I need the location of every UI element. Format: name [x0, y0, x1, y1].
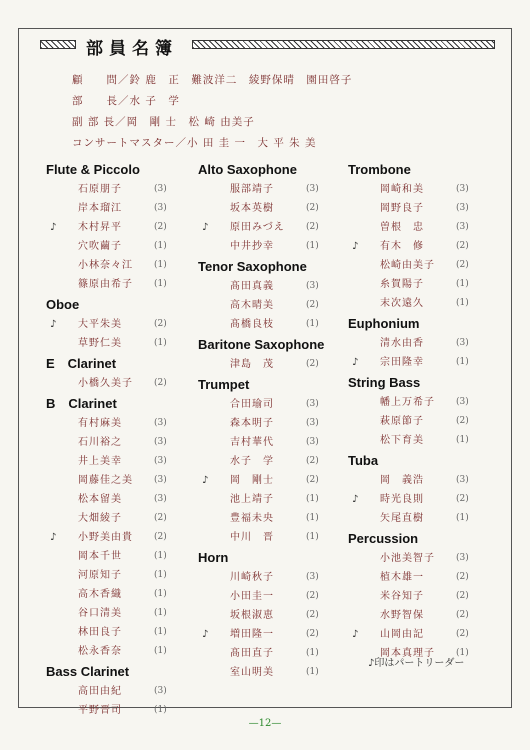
member-grade: (3) [306, 399, 319, 409]
member-row [46, 490, 196, 509]
leader-mark: ♪ [352, 494, 359, 505]
member-grade: (3) [306, 184, 319, 194]
member-row [348, 237, 498, 256]
leader-mark: ♪ [202, 222, 209, 233]
member-grade: (2) [306, 591, 319, 601]
member-name: 岡本千世 [78, 551, 122, 562]
member-grade: (1) [154, 279, 167, 289]
member-row [198, 587, 348, 606]
member-row [348, 549, 498, 568]
member-row [46, 509, 196, 528]
member-grade: (3) [456, 222, 469, 232]
leader-mark: ♪ [352, 357, 359, 368]
member-row [198, 509, 348, 528]
member-grade: (1) [306, 241, 319, 251]
member-grade: (2) [456, 629, 469, 639]
member-name: 井上美幸 [78, 456, 122, 467]
member-row [348, 199, 498, 218]
member-row [198, 433, 348, 452]
member-name: 有村麻美 [78, 418, 122, 429]
leader-mark: ♪ [50, 222, 57, 233]
member-row [46, 256, 196, 275]
member-grade: (3) [154, 494, 167, 504]
member-grade: (1) [306, 513, 319, 523]
member-row [46, 414, 196, 433]
member-grade: (2) [306, 300, 319, 310]
instrument-section [198, 257, 348, 334]
roster-column-1 [46, 160, 196, 721]
member-row [348, 393, 498, 412]
member-name: 山岡由記 [380, 629, 424, 640]
member-row [348, 587, 498, 606]
member-name: 小林奈々江 [78, 260, 133, 271]
member-grade: (3) [306, 437, 319, 447]
member-name: 合田瑜司 [230, 399, 274, 410]
member-grade: (2) [154, 513, 167, 523]
member-row [46, 199, 196, 218]
member-name: 髙橋良枝 [230, 319, 274, 330]
member-grade: (2) [306, 222, 319, 232]
member-name: 谷口清美 [78, 608, 122, 619]
leader-mark: ♪ [352, 629, 359, 640]
member-name: 水野智保 [380, 610, 424, 621]
section-heading: String Bass [348, 375, 421, 390]
member-grade: (3) [154, 418, 167, 428]
member-grade: (2) [306, 359, 319, 369]
member-name: 豊福未央 [230, 513, 274, 524]
instrument-section [348, 451, 498, 528]
officer-line: 部 長／水 子 学 [72, 95, 180, 107]
member-name: 池上靖子 [230, 494, 274, 505]
member-grade: (1) [154, 627, 167, 637]
page-title: 部員名簿 [86, 39, 178, 59]
member-row [46, 334, 196, 353]
member-name: 室山明美 [230, 667, 274, 678]
leader-mark: ♪ [352, 241, 359, 252]
member-name: 服部靖子 [230, 184, 274, 195]
member-name: 矢尾直樹 [380, 513, 424, 524]
member-row [348, 568, 498, 587]
section-heading: E Clarinet [46, 356, 117, 371]
member-row [46, 433, 196, 452]
member-row [198, 663, 348, 682]
instrument-section [348, 314, 498, 372]
member-grade: (2) [456, 416, 469, 426]
member-name: 森本明子 [230, 418, 274, 429]
section-heading: Oboe [46, 297, 80, 312]
member-name: 岡本真理子 [380, 648, 435, 659]
member-row [46, 528, 196, 547]
member-name: 坂本英樹 [230, 203, 274, 214]
member-grade: (2) [456, 610, 469, 620]
member-grade: (3) [154, 184, 167, 194]
member-name: 植木雄一 [380, 572, 424, 583]
member-grade: (1) [306, 648, 319, 658]
member-name: 吉村華代 [230, 437, 274, 448]
member-grade: (1) [154, 570, 167, 580]
member-row [348, 218, 498, 237]
member-grade: (3) [456, 397, 469, 407]
member-row [348, 412, 498, 431]
member-row [348, 334, 498, 353]
member-name: 水子 学 [230, 456, 274, 467]
member-name: 岡 剛士 [230, 475, 274, 486]
member-row [198, 490, 348, 509]
section-heading: Tenor Saxophone [198, 259, 307, 274]
member-row [348, 509, 498, 528]
member-name: 清水由香 [380, 338, 424, 349]
member-grade: (3) [456, 203, 469, 213]
member-name: 木村昇平 [78, 222, 122, 233]
member-row [348, 294, 498, 313]
member-name: 小橋久美子 [78, 378, 133, 389]
member-row [46, 585, 196, 604]
member-grade: (1) [154, 241, 167, 251]
instrument-section [46, 394, 196, 661]
roster-column-2 [198, 160, 348, 683]
member-name: 高木晴美 [230, 300, 274, 311]
member-row [46, 218, 196, 237]
member-name: 幡上万希子 [380, 397, 435, 408]
member-row [198, 296, 348, 315]
instrument-section [198, 335, 348, 374]
member-grade: (1) [306, 319, 319, 329]
member-grade: (2) [456, 572, 469, 582]
member-name: 末次遠久 [380, 298, 424, 309]
member-row [348, 625, 498, 644]
member-row [46, 566, 196, 585]
member-row [198, 355, 348, 374]
member-grade: (1) [306, 532, 319, 542]
member-grade: (1) [154, 260, 167, 270]
member-name: 岡野良子 [380, 203, 424, 214]
dot-band-left [40, 40, 76, 49]
member-row [198, 452, 348, 471]
member-row [198, 528, 348, 547]
member-row [198, 395, 348, 414]
instrument-section [46, 354, 196, 393]
section-heading: B Clarinet [46, 396, 117, 411]
member-row [198, 414, 348, 433]
member-grade: (2) [306, 610, 319, 620]
member-row [46, 315, 196, 334]
member-grade: (2) [306, 456, 319, 466]
member-name: 岡 義浩 [380, 475, 424, 486]
member-name: 萩原節子 [380, 416, 424, 427]
officer-line: 副 部 長／岡 剛 士 松 崎 由美子 [72, 116, 255, 128]
member-row [46, 623, 196, 642]
member-row [198, 471, 348, 490]
member-row [348, 471, 498, 490]
member-name: 高木香織 [78, 589, 122, 600]
member-name: 川崎秋子 [230, 572, 274, 583]
member-name: 石川裕之 [78, 437, 122, 448]
member-name: 宗田隆幸 [380, 357, 424, 368]
member-name: 河原知子 [78, 570, 122, 581]
member-name: 松永香奈 [78, 646, 122, 657]
member-name: 平野晋司 [78, 705, 122, 716]
member-name: 津島 茂 [230, 359, 274, 370]
leader-mark: ♪ [50, 319, 57, 330]
member-row [46, 604, 196, 623]
instrument-section [348, 160, 498, 313]
member-row [198, 315, 348, 334]
member-name: 髙田直子 [230, 648, 274, 659]
section-heading: Percussion [348, 531, 419, 546]
member-grade: (1) [154, 551, 167, 561]
member-name: 髙田真義 [230, 281, 274, 292]
member-grade: (1) [154, 589, 167, 599]
member-grade: (1) [306, 494, 319, 504]
leader-mark: ♪ [50, 532, 57, 543]
member-name: 糸賀陽子 [380, 279, 424, 290]
member-grade: (3) [306, 281, 319, 291]
member-grade: (2) [154, 222, 167, 232]
instrument-section [46, 295, 196, 353]
member-row [46, 682, 196, 701]
member-grade: (2) [456, 260, 469, 270]
member-grade: (2) [306, 475, 319, 485]
member-grade: (2) [456, 494, 469, 504]
member-grade: (2) [154, 532, 167, 542]
member-row [46, 547, 196, 566]
member-row [46, 237, 196, 256]
member-grade: (3) [154, 203, 167, 213]
member-name: 小野美由貴 [78, 532, 133, 543]
member-grade: (1) [456, 435, 469, 445]
member-grade: (1) [456, 298, 469, 308]
member-grade: (1) [154, 705, 167, 715]
member-row [46, 642, 196, 661]
member-row [348, 490, 498, 509]
section-heading: Trombone [348, 162, 411, 177]
instrument-section [348, 529, 498, 663]
member-row [348, 180, 498, 199]
member-row [198, 568, 348, 587]
instrument-section [46, 160, 196, 294]
instrument-section [46, 662, 196, 720]
member-row [198, 606, 348, 625]
leader-mark: ♪ [202, 629, 209, 640]
member-name: 中川 晋 [230, 532, 274, 543]
member-row [198, 237, 348, 256]
member-grade: (1) [154, 608, 167, 618]
member-row [46, 180, 196, 199]
member-row [46, 275, 196, 294]
member-name: 中井抄幸 [230, 241, 274, 252]
member-grade: (3) [456, 553, 469, 563]
leader-mark: ♪ [202, 475, 209, 486]
section-heading: Flute & Piccolo [46, 162, 140, 177]
member-name: 石原朋子 [78, 184, 122, 195]
member-grade: (1) [154, 338, 167, 348]
member-grade: (3) [456, 338, 469, 348]
member-name: 松下育美 [380, 435, 424, 446]
member-name: 大畑綾子 [78, 513, 122, 524]
member-name: 穴吹繭子 [78, 241, 122, 252]
member-row [46, 452, 196, 471]
member-row [198, 625, 348, 644]
member-grade: (2) [456, 591, 469, 601]
part-leader-footnote: ♪印はパートリーダー [368, 658, 465, 669]
member-name: 小田圭一 [230, 591, 274, 602]
member-grade: (3) [154, 456, 167, 466]
member-name: 小池美智子 [380, 553, 435, 564]
instrument-section [348, 373, 498, 450]
member-grade: (2) [154, 319, 167, 329]
officer-line: 顧 問／鈴 鹿 正 難波洋二 綾野保晴 園田啓子 [72, 74, 353, 86]
section-heading: Bass Clarinet [46, 664, 130, 679]
member-name: 増田隆一 [230, 629, 274, 640]
member-row [46, 471, 196, 490]
member-grade: (2) [306, 203, 319, 213]
member-grade: (3) [306, 418, 319, 428]
member-name: 坂根淑恵 [230, 610, 274, 621]
member-name: 大平朱美 [78, 319, 122, 330]
member-row [348, 606, 498, 625]
section-heading: Horn [198, 550, 229, 565]
dot-band-right [192, 40, 495, 49]
member-row [198, 218, 348, 237]
member-row [348, 431, 498, 450]
member-row [198, 277, 348, 296]
member-name: 松崎由美子 [380, 260, 435, 271]
section-heading: Baritone Saxophone [198, 337, 325, 352]
officers-list [72, 72, 352, 156]
member-name: 岡崎和美 [380, 184, 424, 195]
member-grade: (1) [306, 667, 319, 677]
instrument-section [198, 548, 348, 682]
member-grade: (3) [154, 686, 167, 696]
member-name: 篠原由希子 [78, 279, 133, 290]
member-row [348, 275, 498, 294]
member-name: 高田由紀 [78, 686, 122, 697]
section-heading: Tuba [348, 453, 379, 468]
instrument-section [198, 160, 348, 256]
officer-line: コンサートマスター／小 田 圭 一 大 平 朱 美 [72, 137, 317, 149]
member-grade: (1) [456, 279, 469, 289]
section-heading: Alto Saxophone [198, 162, 297, 177]
member-grade: (2) [154, 378, 167, 388]
member-name: 岡藤佳之美 [78, 475, 133, 486]
member-grade: (3) [456, 475, 469, 485]
instrument-section [198, 375, 348, 547]
member-name: 有木 修 [380, 241, 424, 252]
member-row [198, 644, 348, 663]
member-name: 草野仁美 [78, 338, 122, 349]
member-name: 原田みづえ [230, 222, 285, 233]
member-grade: (3) [154, 475, 167, 485]
member-row [198, 180, 348, 199]
member-row [46, 374, 196, 393]
member-name: 林田良子 [78, 627, 122, 638]
member-grade: (3) [306, 572, 319, 582]
member-row [348, 353, 498, 372]
member-name: 岸本瑠江 [78, 203, 122, 214]
title-row [40, 34, 495, 59]
member-name: 曽根 忠 [380, 222, 424, 233]
member-grade: (1) [456, 648, 469, 658]
member-grade: (1) [456, 513, 469, 523]
member-grade: (3) [456, 184, 469, 194]
section-heading: Trumpet [198, 377, 250, 392]
page-number: —12— [248, 718, 282, 729]
roster-column-3 [348, 160, 498, 664]
member-grade: (2) [306, 629, 319, 639]
member-grade: (1) [456, 357, 469, 367]
member-grade: (2) [456, 241, 469, 251]
member-row [348, 256, 498, 275]
section-heading: Euphonium [348, 316, 420, 331]
member-row [198, 199, 348, 218]
member-name: 米谷知子 [380, 591, 424, 602]
member-name: 時光良則 [380, 494, 424, 505]
member-grade: (3) [154, 437, 167, 447]
member-grade: (1) [154, 646, 167, 656]
member-name: 松本留美 [78, 494, 122, 505]
